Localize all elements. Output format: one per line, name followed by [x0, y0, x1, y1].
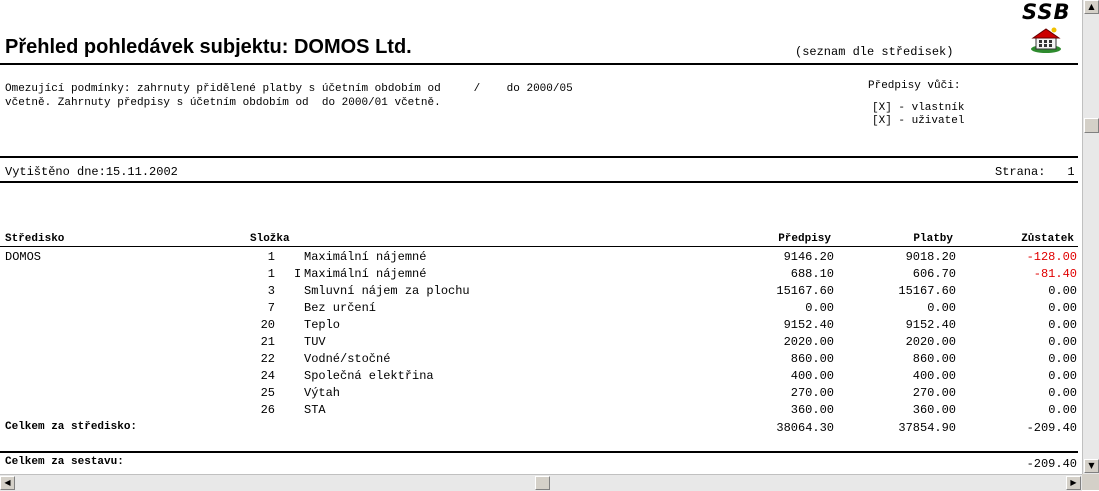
conditions-text: [5, 82, 573, 110]
scrollbar-corner: [1082, 474, 1099, 490]
row-zustatek: -128.00: [1026, 250, 1077, 264]
row-code: 26: [260, 403, 275, 417]
ssb-logo-text: SSB: [1022, 0, 1071, 24]
row-platby: 2020.00: [905, 335, 956, 349]
scroll-right-icon[interactable]: ▶: [1066, 476, 1081, 490]
row-predpisy: 360.00: [790, 403, 834, 417]
printed-label: Vytištěno dne:: [5, 165, 106, 179]
row-predpisy: 2020.00: [783, 335, 834, 349]
scroll-up-icon[interactable]: ▲: [1084, 0, 1099, 14]
page-label: Strana:: [995, 165, 1046, 179]
center-total-label: Celkem za středisko:: [5, 421, 138, 433]
center-total-platby: 37854.90: [898, 421, 956, 435]
header-prescriptions: Předpisy: [778, 233, 831, 245]
predpisy-block: [868, 80, 965, 127]
divider: [0, 451, 1078, 453]
option-owner: [X] - vlastník: [872, 102, 965, 114]
row-predpisy: 9152.40: [783, 318, 834, 332]
header-payments: Platby: [913, 233, 953, 245]
center-total-zustatek: -209.40: [1026, 421, 1077, 435]
row-predpisy: 270.00: [790, 386, 834, 400]
row-platby: 400.00: [912, 369, 956, 383]
printed-date: 15.11.2002: [105, 165, 178, 179]
vertical-scrollbar[interactable]: [1082, 0, 1099, 474]
row-platby: 860.00: [912, 352, 956, 366]
row-code: 21: [260, 335, 275, 349]
center-name: DOMOS: [5, 250, 42, 264]
header-balance: Zůstatek: [1021, 233, 1074, 245]
row-zustatek: 0.00: [1048, 403, 1077, 417]
report-total-zustatek: -209.40: [1026, 457, 1077, 471]
option-user: [X] - uživatel: [872, 115, 965, 127]
row-code: 25: [260, 386, 275, 400]
row-predpisy: 400.00: [790, 369, 834, 383]
header-component: Složka: [250, 233, 290, 245]
row-zustatek: 0.00: [1048, 386, 1077, 400]
row-name: TUV: [304, 335, 326, 349]
scroll-left-icon[interactable]: ◀: [0, 476, 15, 490]
horizontal-scroll-thumb[interactable]: [535, 476, 550, 490]
house-logo-icon: [1030, 26, 1062, 54]
row-prefix: I: [294, 267, 302, 281]
conditions-line-1: Omezující podmínky: zahrnuty přidělené platby s účetním obdobím od / do 2000/05: [5, 83, 573, 95]
row-name: STA: [304, 403, 326, 417]
row-predpisy: 9146.20: [783, 250, 834, 264]
conditions-line-2: včetně. Zahrnuty předpisy s účetním obdobím od do 2000/01 včetně.: [5, 97, 441, 109]
row-predpisy: 0.00: [805, 301, 834, 315]
row-name: Smluvní nájem za plochu: [304, 284, 470, 298]
row-zustatek: 0.00: [1048, 301, 1077, 315]
row-zustatek: 0.00: [1048, 369, 1077, 383]
row-platby: 9018.20: [905, 250, 956, 264]
scroll-down-icon[interactable]: ▼: [1084, 459, 1099, 473]
row-predpisy: 15167.60: [776, 284, 834, 298]
row-predpisy: 860.00: [790, 352, 834, 366]
header-divider: [0, 246, 1078, 247]
row-code: 1: [267, 250, 275, 264]
report-title: Přehled pohledávek subjektu: DOMOS Ltd.: [5, 36, 412, 58]
header-center: Středisko: [5, 233, 65, 245]
row-platby: 15167.60: [898, 284, 956, 298]
row-platby: 270.00: [912, 386, 956, 400]
row-platby: 360.00: [912, 403, 956, 417]
divider: [0, 181, 1078, 183]
row-code: 20: [260, 318, 275, 332]
report-total-label: Celkem za sestavu:: [5, 456, 124, 468]
row-zustatek: 0.00: [1048, 318, 1077, 332]
printed-info: [5, 165, 178, 179]
row-name: Vodné/stočné: [304, 352, 391, 366]
row-predpisy: 688.10: [790, 267, 834, 281]
row-code: 24: [260, 369, 275, 383]
page-info: [995, 165, 1075, 179]
row-name: Společná elektřina: [304, 369, 434, 383]
row-zustatek: 0.00: [1048, 335, 1077, 349]
row-code: 3: [267, 284, 275, 298]
row-zustatek: -81.40: [1033, 267, 1077, 281]
page-number: 1: [1067, 165, 1075, 179]
row-zustatek: 0.00: [1048, 284, 1077, 298]
divider: [0, 63, 1078, 65]
divider: [0, 156, 1078, 158]
row-platby: 9152.40: [905, 318, 956, 332]
row-code: 7: [267, 301, 275, 315]
row-name: Maximální nájemné: [304, 267, 427, 281]
center-total-predpisy: 38064.30: [776, 421, 834, 435]
row-platby: 0.00: [927, 301, 956, 315]
row-name: Bez určení: [304, 301, 377, 315]
row-code: 22: [260, 352, 275, 366]
row-platby: 606.70: [912, 267, 956, 281]
row-name: Teplo: [304, 318, 341, 332]
row-name: Maximální nájemné: [304, 250, 427, 264]
row-zustatek: 0.00: [1048, 352, 1077, 366]
row-name: Výtah: [304, 386, 341, 400]
vertical-scroll-thumb[interactable]: [1084, 118, 1099, 133]
horizontal-scrollbar[interactable]: [0, 474, 1082, 491]
predpisy-label: Předpisy vůči:: [868, 80, 961, 92]
row-code: 1: [267, 267, 275, 281]
report-subtitle: (seznam dle středisek): [795, 45, 954, 59]
